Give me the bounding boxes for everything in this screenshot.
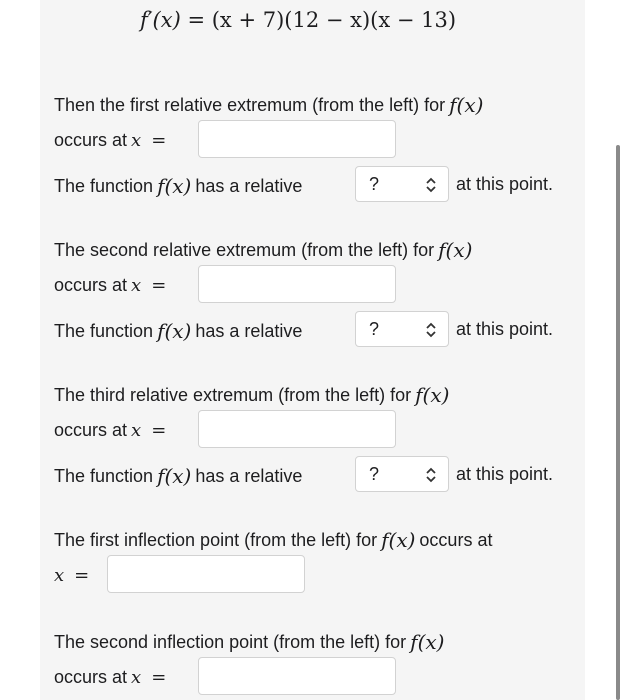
at-this-point-text: at this point. bbox=[456, 319, 554, 339]
prompt-text: Then the first relative extremum (from the left) for bbox=[54, 94, 446, 115]
occurs-at-label: occurs at bbox=[54, 420, 128, 440]
at-this-point-label bbox=[456, 464, 553, 485]
prompt-text: The third relative extremum (from the left) for bbox=[54, 384, 412, 405]
equals-sign: = bbox=[151, 420, 167, 441]
updown-chevron-icon bbox=[424, 177, 438, 193]
math-fx: f(x) bbox=[381, 528, 416, 552]
equals-sign: = bbox=[74, 565, 90, 586]
prompt-text: The first inflection point (from the left) for bbox=[54, 529, 378, 550]
equals-sign: = bbox=[151, 667, 167, 688]
equals-sign: = bbox=[151, 275, 167, 296]
extremum-type-select-2[interactable] bbox=[355, 311, 449, 347]
scrollbar[interactable] bbox=[616, 145, 620, 700]
prompt-text: The second inflection point (from the left) for bbox=[54, 631, 407, 652]
math-fx: f(x) bbox=[449, 93, 484, 117]
occurs-at-row bbox=[54, 420, 166, 441]
math-x: x bbox=[131, 667, 142, 688]
second-extremum-input[interactable] bbox=[198, 265, 396, 303]
occurs-at-row bbox=[54, 130, 166, 151]
at-this-point-text: at this point. bbox=[456, 174, 554, 194]
at-this-point-label bbox=[456, 319, 553, 340]
occurs-at-row bbox=[54, 667, 166, 688]
math-fx: f(x) bbox=[438, 238, 473, 262]
second-inflection-prompt bbox=[54, 630, 448, 654]
x-equals-row bbox=[54, 565, 89, 586]
function-label: The function bbox=[54, 175, 154, 196]
third-extremum-prompt bbox=[54, 383, 453, 407]
math-x: x bbox=[131, 130, 142, 151]
has-relative-label: has a relative bbox=[195, 320, 303, 341]
extremum-type-select-3[interactable] bbox=[355, 456, 449, 492]
math-fx: f(x) bbox=[157, 319, 192, 343]
function-row bbox=[54, 464, 302, 488]
function-label: The function bbox=[54, 320, 154, 341]
select-value: ? bbox=[369, 174, 380, 194]
first-inflection-input[interactable] bbox=[107, 555, 305, 593]
math-fx: f(x) bbox=[157, 464, 192, 488]
first-inflection-prompt bbox=[54, 528, 492, 552]
has-relative-label: has a relative bbox=[195, 175, 303, 196]
third-extremum-input[interactable] bbox=[198, 410, 396, 448]
equation-rhs: = (x + 7)(12 − x)(x − 13) bbox=[187, 8, 457, 32]
math-fx: f(x) bbox=[415, 383, 450, 407]
updown-chevron-icon bbox=[424, 467, 438, 483]
occurs-at-label: occurs at bbox=[54, 130, 128, 150]
second-inflection-input[interactable] bbox=[198, 657, 396, 695]
extremum-type-select-1[interactable] bbox=[355, 166, 449, 202]
occurs-at-label: occurs at bbox=[54, 275, 128, 295]
function-label: The function bbox=[54, 465, 154, 486]
derivative-equation bbox=[140, 8, 456, 32]
math-fx: f(x) bbox=[410, 630, 445, 654]
equation-lhs: f′(x) bbox=[140, 8, 181, 32]
at-this-point-text: at this point. bbox=[456, 464, 554, 484]
prompt-text: The second relative extremum (from the left) for bbox=[54, 239, 435, 260]
at-this-point-label bbox=[456, 174, 553, 195]
updown-chevron-icon bbox=[424, 322, 438, 338]
has-relative-label: has a relative bbox=[195, 465, 303, 486]
math-x: x bbox=[131, 420, 142, 441]
math-fx: f(x) bbox=[157, 174, 192, 198]
function-row bbox=[54, 319, 302, 343]
first-extremum-input[interactable] bbox=[198, 120, 396, 158]
math-x: x bbox=[131, 275, 142, 296]
select-value: ? bbox=[369, 464, 380, 484]
second-extremum-prompt bbox=[54, 238, 476, 262]
math-x: x bbox=[54, 565, 65, 586]
occurs-at-row bbox=[54, 275, 166, 296]
function-row bbox=[54, 174, 302, 198]
select-value: ? bbox=[369, 319, 380, 339]
equals-sign: = bbox=[151, 130, 167, 151]
first-extremum-prompt bbox=[54, 93, 487, 117]
occurs-at-label: occurs at bbox=[54, 667, 128, 687]
occurs-at-label: occurs at bbox=[419, 529, 493, 550]
